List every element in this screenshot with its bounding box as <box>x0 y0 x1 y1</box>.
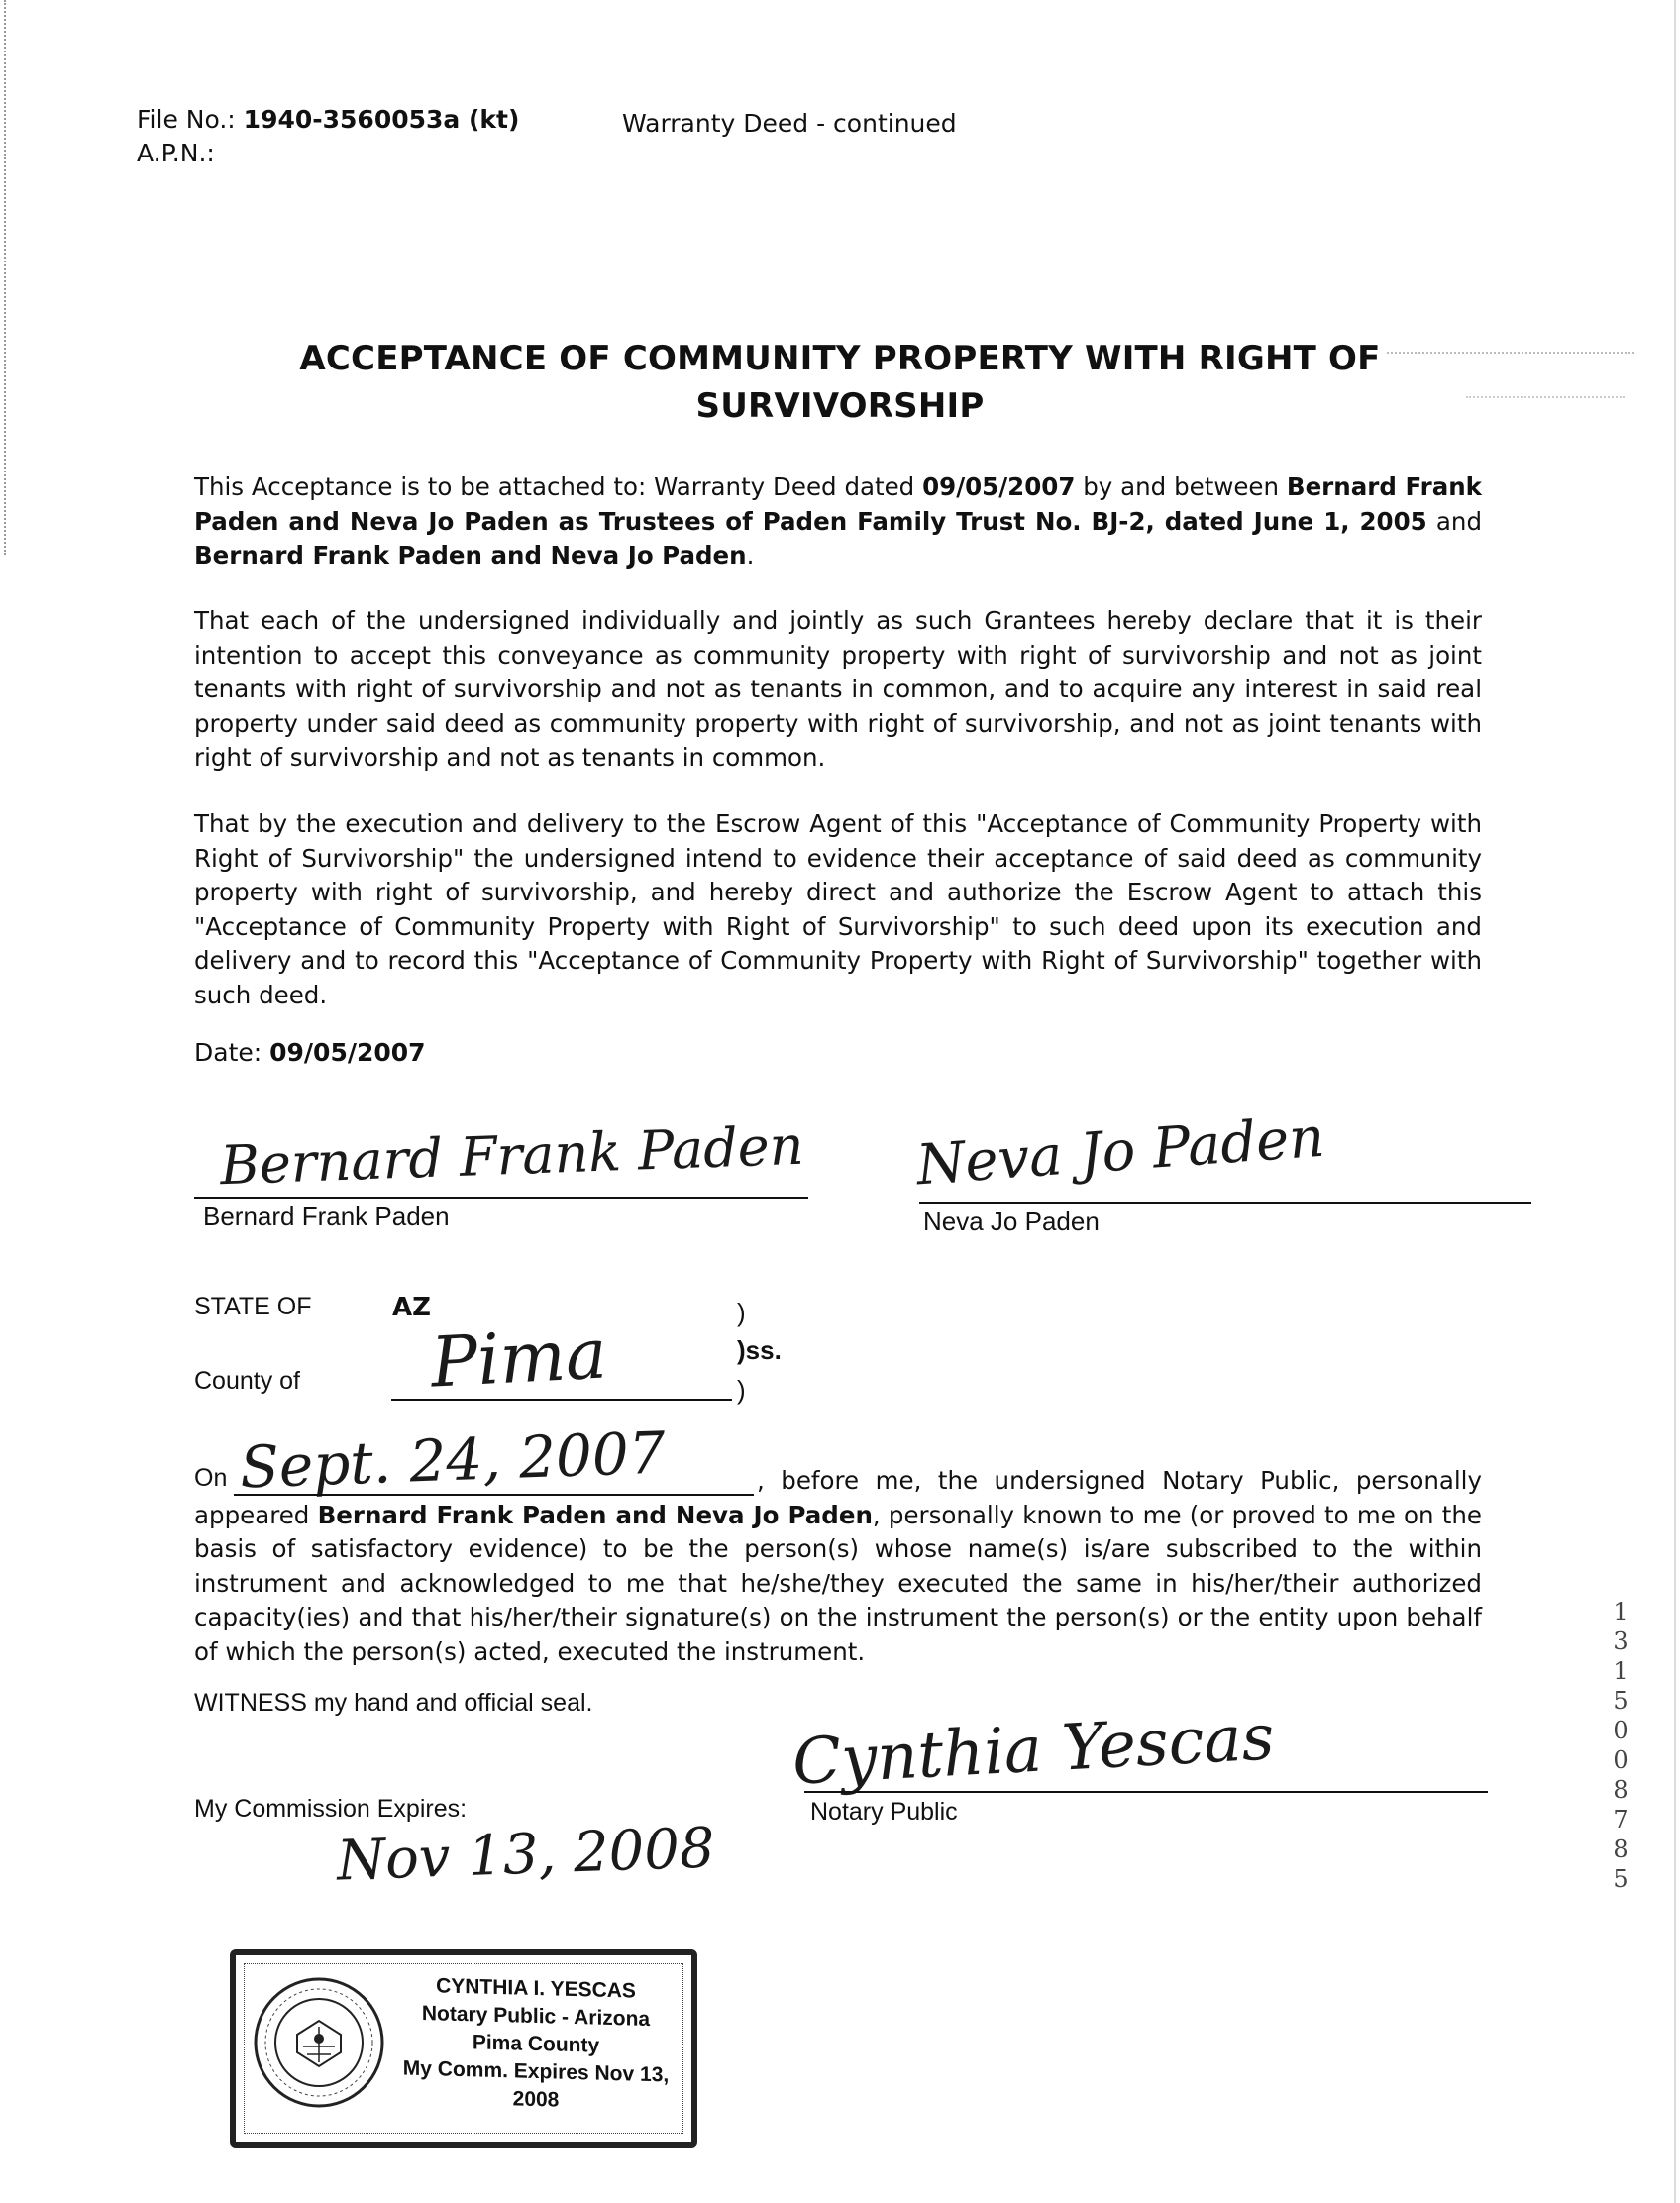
seal-notary-name: CYNTHIA I. YESCAS <box>436 1974 636 2003</box>
witness-statement: WITNESS my hand and official seal. <box>194 1689 593 1717</box>
signature-line-bernard <box>194 1197 808 1199</box>
delivery-paragraph: That by the execution and delivery to the Escrow Agent of this "Acceptance of Community Property with Right of Survivorship" the undersigned intend to evidence their acceptance of said deed as community property with right of survivorship, and hereby direct and authorize the Escrow Agent to attach this "Acceptance of Community Property with Right of Survivorship" to such deed upon its execution and delivery and to record this "Acceptance of Community Property with Right of Survivorship" together with such deed. <box>194 809 1482 1009</box>
notary-seal-stamp <box>230 1949 697 2148</box>
para1-text-b: by and between <box>1075 472 1287 501</box>
title-line-1: ACCEPTANCE OF COMMUNITY PROPERTY WITH RIGHT OF <box>299 339 1381 378</box>
printed-name-neva: Neva Jo Paden <box>923 1206 1100 1236</box>
acknowledgment-lead: , before me, the undersigned Notary Public, personally appeared <box>194 1466 1482 1529</box>
title-line-2: SURVIVORSHIP <box>695 386 985 426</box>
file-number-label: File No.: <box>137 105 236 134</box>
date-label: Date: <box>194 1038 270 1067</box>
trustee-parties: Bernard Frank Paden and Neva Jo Paden as Trustees of Paden Family Trust No. BJ-2, dated June 1, 2005 <box>194 472 1482 536</box>
apn-label: A.P.N.: <box>137 139 215 167</box>
bleed-through-mark <box>1466 396 1625 412</box>
seal-expiration: My Comm. Expires Nov 13, 2008 <box>402 2056 670 2112</box>
state-label: STATE OF <box>194 1293 312 1320</box>
para1-text-a: This Acceptance is to be attached to: Warranty Deed dated <box>194 472 923 501</box>
acknowledgment-paragraph <box>194 1464 1482 1669</box>
individual-parties: Bernard Frank Paden and Neva Jo Paden <box>194 541 747 570</box>
recording-number: 1 3 1 5 0 0 8 7 8 5 <box>1613 1598 1628 1893</box>
printed-name-bernard: Bernard Frank Paden <box>203 1202 450 1231</box>
date-value: 09/05/2007 <box>269 1038 426 1067</box>
seal-county: Pima County <box>472 2031 600 2057</box>
document-title <box>0 335 1680 430</box>
scan-edge-mark <box>1674 0 1678 2203</box>
seal-text <box>386 1971 685 2118</box>
acceptance-paragraph <box>194 471 1482 574</box>
commission-expires-label: My Commission Expires: <box>194 1795 468 1823</box>
venue-ss: )ss. <box>737 1335 782 1365</box>
seal-notary-title: Notary Public - Arizona <box>421 2001 651 2032</box>
scan-edge-mark <box>4 0 8 555</box>
date-line <box>194 1038 426 1067</box>
county-label: County of <box>194 1367 301 1395</box>
signature-bernard: Bernard Frank Paden <box>219 1113 805 1198</box>
commission-expires-handwritten: Nov 13, 2008 <box>335 1816 716 1894</box>
state-value: AZ <box>392 1293 431 1322</box>
file-number-line <box>137 105 519 134</box>
acknowledgment-body: , personally known to me (or proved to me on the basis of satisfactory evidence) to be the person(s) whose name(s) is/are subscribed to the within instrument and acknowledged to me that he/she/they executed the same in his/her/their authorized capacity(ies) and that his/her/their signature(s) on the instrument the person(s) or the entity upon behalf of which the person(s) acted, executed the instrument. <box>194 1500 1482 1666</box>
deed-date: 09/05/2007 <box>922 472 1076 501</box>
document-continued-label: Warranty Deed - continued <box>622 109 957 138</box>
venue-paren-bottom: ) <box>737 1375 746 1405</box>
para1-text-c: and <box>1426 506 1482 536</box>
appeared-parties: Bernard Frank Paden and Neva Jo Paden <box>317 1500 873 1529</box>
signature-line-neva <box>919 1202 1531 1204</box>
acknowledgment-date-handwritten: Sept. 24, 2007 <box>238 1418 667 1502</box>
bleed-through-mark <box>1387 352 1634 373</box>
county-value-handwritten: Pima <box>428 1312 609 1404</box>
on-label: On <box>194 1464 228 1492</box>
notary-signature: Cynthia Yescas <box>790 1701 1277 1800</box>
signature-neva: Neva Jo Paden <box>914 1104 1327 1199</box>
intention-paragraph: That each of the undersigned individually and jointly as such Grantees hereby declare that it is their intention to accept this conveyance as community property with right of survivorship and not as joint tenants with right of survivorship and not as tenants in common, and to acquire any interest in said real property under said deed as community property with right of survivorship, and not as joint tenants with right of survivorship and not as tenants in common. <box>194 606 1482 772</box>
notary-signature-line <box>804 1791 1488 1793</box>
para1-text-d: . <box>746 541 755 570</box>
notary-public-label: Notary Public <box>810 1798 958 1826</box>
venue-paren-top: ) <box>737 1298 746 1327</box>
county-line <box>391 1399 732 1401</box>
file-number-value: 1940-3560053a (kt) <box>243 105 520 134</box>
great-seal-icon <box>250 1973 388 2112</box>
